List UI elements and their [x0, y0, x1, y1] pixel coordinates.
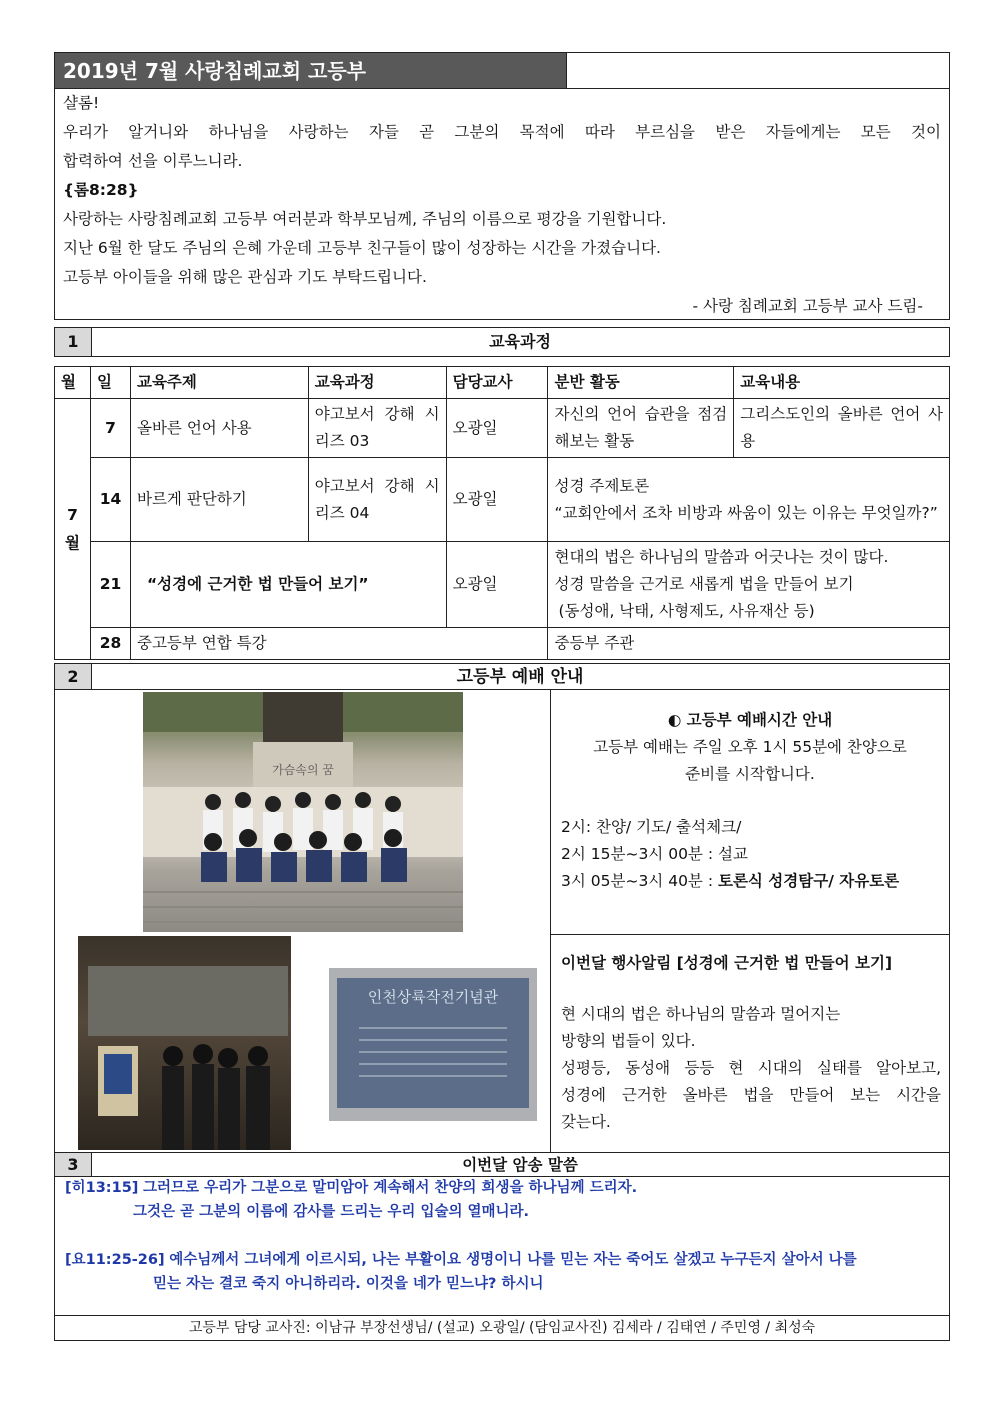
schedule-item: 2시: 찬양/ 기도/ 출석체크/: [561, 818, 742, 836]
month-cell: 7월: [55, 399, 91, 660]
section-1-header: [54, 327, 950, 357]
schedule-item: 2시 15분~3시 00분 : 설교: [561, 845, 748, 863]
activity-line: 성경 주제토론: [554, 476, 650, 495]
greeting: 샬롬!: [63, 94, 100, 112]
activity-line: (동성애, 낙태, 사형제도, 사유재산 등): [558, 602, 815, 620]
museum-photo-drawing: [78, 936, 291, 1150]
section-2-header: [55, 664, 949, 690]
event-line: 현 시대의 법은 하나님의 말씀과 멀어지는: [561, 1005, 841, 1023]
header-month: 월: [55, 367, 91, 399]
worship-time-desc-1: 고등부 예배는 주일 오후 1시 55분에 찬양으로: [593, 738, 907, 756]
event-line: 성경에 근거한 올바른 법을 만들어 보는 시간을: [561, 1086, 941, 1104]
section-number: 1: [55, 328, 92, 356]
table-header-row: [55, 367, 950, 399]
content-cell: 그리스도인의 올바른 언어 사용: [734, 399, 950, 458]
memorial-sign-drawing: [329, 968, 537, 1121]
greeting-line-4: 지난 6월 한 달도 주님의 은혜 가운데 고등부 친구들이 많이 성장하는 시간을 가졌습니다.: [63, 239, 661, 257]
greeting-line-5: 고등부 아이들을 위해 많은 관심과 기도 부탁드립니다.: [63, 268, 427, 286]
signature: - 사랑 침례교회 고등부 교사 드림-: [692, 297, 923, 315]
course-cell: 야고보서 강해 시리즈 03: [308, 399, 446, 458]
verse-1: [65, 1175, 939, 1202]
title-blank-cell: [567, 53, 949, 89]
activity-cell: 자신의 언어 습관을 점검해보는 활동: [548, 399, 734, 458]
note-cell: 중등부 주관: [548, 628, 950, 660]
section-number: 3: [55, 1153, 92, 1176]
event-panel: [551, 935, 949, 1152]
memorial-sign-photo: [329, 968, 537, 1121]
newsletter-title: 2019년 7월 사랑침례교회 고등부: [55, 53, 567, 89]
verse-line-1: 우리가 알거니와 하나님을 사랑하는 자들 곧 그분의 목적에 따라 부르심을 받은 자들에게는 모든 것이: [63, 123, 941, 141]
header-box: [54, 52, 950, 320]
activity-cell: [548, 458, 950, 542]
header-day: 일: [90, 367, 130, 399]
section-title: 교육과정: [489, 332, 551, 351]
section-title: 고등부 예배 안내: [456, 667, 584, 687]
section-title: 이번달 암송 말씀: [462, 1156, 578, 1174]
teacher-cell: 오광일: [446, 458, 548, 542]
activity-cell: [548, 542, 950, 628]
memory-verse-section: [54, 1152, 950, 1341]
header-topic: 교육주제: [130, 367, 308, 399]
topic-cell: “성경에 근거한 법 만들어 보기”: [130, 542, 446, 628]
schedule-time: 3시 05분~3시 40분 :: [561, 872, 718, 890]
table-row: [55, 458, 950, 542]
worship-section: [54, 663, 950, 1153]
section-number: 2: [55, 664, 92, 689]
verse-2-ref: [요11:25-26]: [65, 1252, 165, 1268]
day-cell: 21: [90, 542, 130, 628]
day-cell: 7: [90, 399, 130, 458]
teacher-cell: 오광일: [446, 399, 548, 458]
statue-inscription: 가슴속의 꿈: [272, 763, 334, 777]
schedule-item: [561, 868, 899, 895]
verse-1-ref: [히13:15]: [65, 1180, 139, 1196]
activity-line: “교회안에서 조차 비방과 싸움이 있는 이유는 무엇일까?”: [554, 503, 938, 522]
day-cell: 14: [90, 458, 130, 542]
teacher-footer: 고등부 담당 교사진: 이남규 부장선생님/ (설교) 오광일/ (담임교사진) 김세라 / 김태연 / 주민영 / 최성숙: [55, 1315, 949, 1341]
worship-time-desc-2: 준비를 시작합니다.: [685, 765, 815, 783]
topic-cell: 바르게 판단하기: [130, 458, 308, 542]
curriculum-table: [54, 366, 950, 660]
verse-2-text: 예수님께서 그녀에게 이르시되, 나는 부활이요 생명이니 나를 믿는 자는 죽어도 살겠고 누구든지 살아서 나를: [169, 1252, 857, 1268]
event-line: 성평등, 동성애 등등 현 시대의 실태를 알아보고,: [561, 1059, 941, 1077]
verse-line-2: 합력하여 선을 이루느니라.: [63, 152, 243, 170]
greeting-line-3: 사랑하는 사랑침례교회 고등부 여러분과 학부모님께, 주님의 이름으로 평강을 기원합니다.: [63, 210, 667, 228]
verse-2-continued: 믿는 자는 결코 죽지 아니하리라. 이것을 네가 믿느냐? 하시니: [153, 1276, 544, 1292]
event-title: 이번달 행사알림 [성경에 근거한 법 만들어 보기]: [561, 954, 893, 972]
table-row: [55, 399, 950, 458]
verse-2: [65, 1247, 939, 1274]
topic-cell: 올바른 언어 사용: [130, 399, 308, 458]
header-course: 교육과정: [308, 367, 446, 399]
header-content: 교육내용: [734, 367, 950, 399]
museum-photo: [78, 936, 291, 1150]
event-line: 방향의 법들이 있다.: [561, 1032, 696, 1050]
worship-time-title: ◐ 고등부 예배시간 안내: [667, 711, 833, 729]
activity-line: 성경 말씀을 근거로 새롭게 법을 만들어 보기: [554, 575, 854, 593]
verse-1-text: 그러므로 우리가 그분으로 말미암아 계속해서 찬양의 희생을 하나님께 드리자.: [143, 1180, 638, 1196]
day-cell: 28: [90, 628, 130, 660]
table-row: [55, 542, 950, 628]
section-3-header: [55, 1153, 949, 1177]
header-activity: 분반 활동: [548, 367, 734, 399]
verse-reference: {롬8:28}: [63, 181, 139, 199]
worship-time-panel: [551, 690, 949, 934]
schedule-activity: 토론식 성경탐구/ 자유토론: [717, 872, 900, 890]
sign-text: 인천상륙작전기념관: [367, 988, 499, 1006]
table-row: [55, 628, 950, 660]
group-photo: [143, 692, 463, 932]
event-line: 갖는다.: [561, 1113, 611, 1131]
header-teacher: 담당교사: [446, 367, 548, 399]
verse-1-continued: 그것은 곧 그분의 이름에 감사를 드리는 우리 입술의 열매니라.: [133, 1204, 530, 1220]
teacher-cell: 오광일: [446, 542, 548, 628]
topic-cell: 중고등부 연합 특강: [130, 628, 548, 660]
activity-line: 현대의 법은 하나님의 말씀과 어긋나는 것이 많다.: [554, 548, 889, 566]
group-photo-drawing: [143, 692, 463, 932]
course-cell: 야고보서 강해 시리즈 04: [308, 458, 446, 542]
